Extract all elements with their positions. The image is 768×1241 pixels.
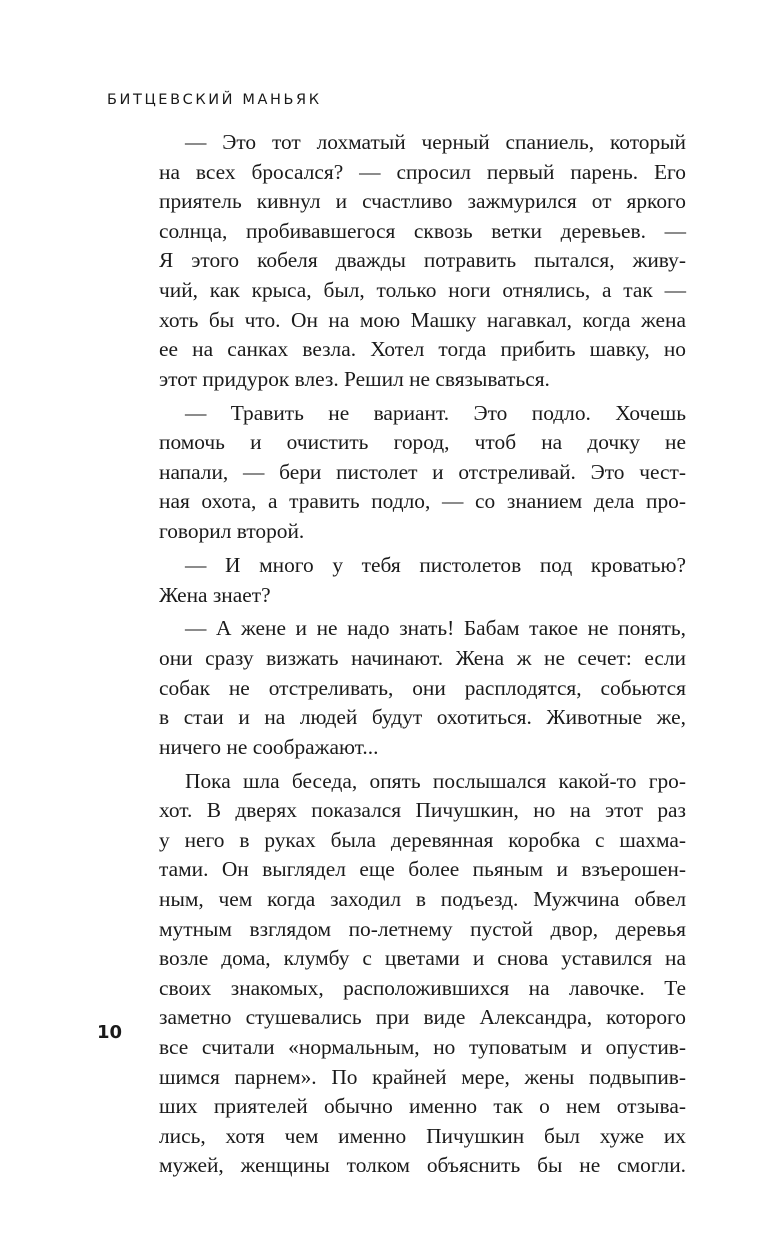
text-line: они сразу визжать начинают. Жена ж не сечет: если <box>159 645 686 670</box>
text-line: все считали «нормальным, но туповатым и опустив- <box>159 1035 686 1059</box>
text-line: тами. Он выглядел еще более пьяным и взъерошен- <box>159 857 686 882</box>
running-head: БИТЦЕВСКИЙ МАНЬЯК <box>107 92 322 108</box>
text-line: помочь и очистить город, чтоб на дочку не <box>159 430 686 455</box>
text-line: ным, чем когда заходил в подъезд. Мужчина обвел <box>159 887 686 912</box>
text-line: напали, — бери пистолет и отстреливай. Это чест- <box>159 459 686 484</box>
text-line: — Травить не вариант. Это подло. Хочешь <box>185 400 686 425</box>
text-line: ших приятелей обычно именно так о нем отзыва- <box>159 1094 686 1119</box>
text-line: ее на санках везла. Хотел тогда прибить шавку, но <box>159 337 686 362</box>
paragraph <box>159 614 686 762</box>
text-line: Пока шла беседа, опять послышался какой-то гро- <box>185 768 686 793</box>
paragraph <box>159 128 686 394</box>
text-line: на всех бросался? — спросил первый парень. Его <box>159 159 686 184</box>
text-line: — А жене и не надо знать! Бабам такое не понять, <box>185 616 686 641</box>
text-line: солнца, пробивавшегося сквозь ветки деревьев. — <box>159 218 686 243</box>
paragraph <box>159 551 686 610</box>
paragraph <box>159 399 686 547</box>
text-line: Я этого кобеля дважды потравить пытался, живу- <box>159 248 686 273</box>
text-line: своих знакомых, расположившихся на лавочке. Те <box>159 975 686 1000</box>
text-line: хоть бы что. Он на мою Машку нагавкал, когда жена <box>159 307 686 332</box>
text-line: собак не отстреливать, они расплодятся, собьются <box>159 675 686 700</box>
text-line: у него в руках была деревянная коробка с шахма- <box>159 827 686 852</box>
text-line: заметно стушевались при виде Александра, которого <box>159 1005 686 1030</box>
page-number: 10 <box>97 1022 123 1043</box>
text-line: Жена знает? <box>159 582 271 607</box>
text-line: лись, хотя чем именно Пичушкин был хуже их <box>159 1123 686 1148</box>
paragraph <box>159 767 686 1181</box>
text-line: ная охота, а травить подло, — со знанием дела про- <box>159 489 686 514</box>
text-line: приятель кивнул и счастливо зажмурился от яркого <box>159 189 686 214</box>
text-line: чий, как крыса, был, только ноги отнялись, а так — <box>159 277 686 302</box>
body-text <box>159 128 686 1181</box>
text-line: мужей, женщины толком объяснить бы не смогли. <box>159 1153 686 1178</box>
text-line: мутным взглядом по-летнему пустой двор, деревья <box>159 916 686 941</box>
text-line: возле дома, клумбу с цветами и снова уставился на <box>159 946 686 971</box>
text-line: — Это тот лохматый черный спаниель, который <box>185 130 686 154</box>
text-line: говорил второй. <box>159 519 305 544</box>
text-line: этот придурок влез. Решил не связываться. <box>159 366 550 391</box>
text-line: ничего не соображают... <box>159 734 379 759</box>
text-line: в стаи и на людей будут охотиться. Животные же, <box>159 705 686 730</box>
text-line: шимся парнем». По крайней мере, жены подвыпив- <box>159 1064 686 1089</box>
text-line: хот. В дверях показался Пичушкин, но на этот раз <box>159 798 686 823</box>
text-line: — И много у тебя пистолетов под кроватью? <box>185 552 686 577</box>
